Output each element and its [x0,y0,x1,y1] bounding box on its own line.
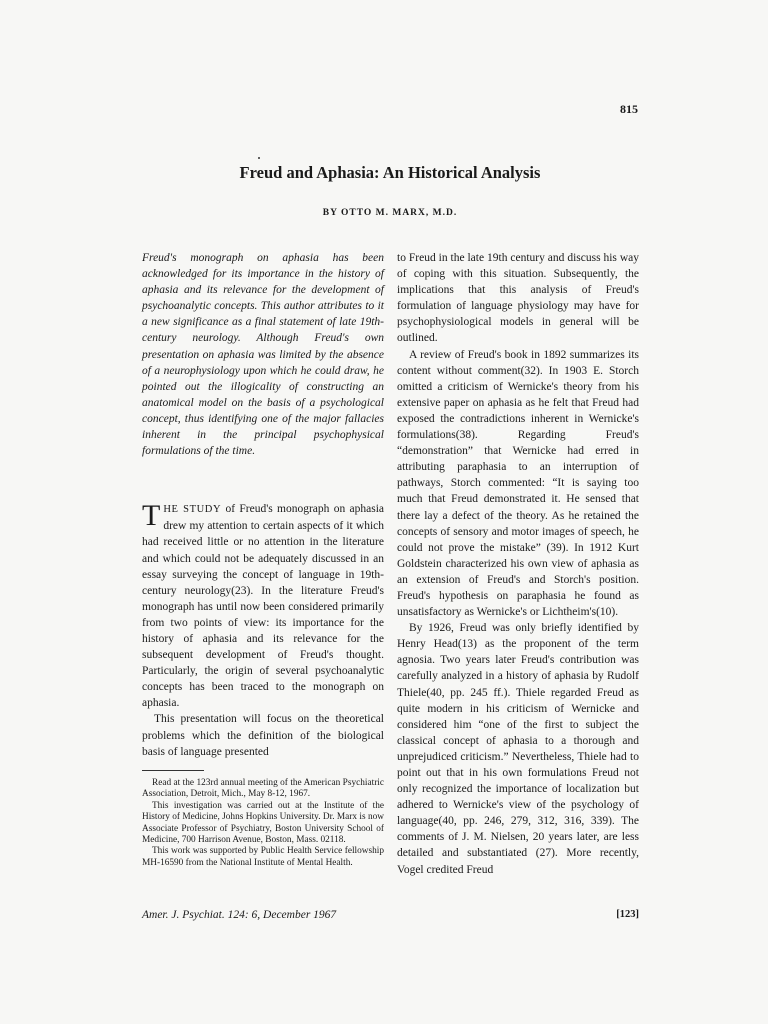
author-byline: BY OTTO M. MARX, M.D. [322,208,458,218]
page-number: 815 [620,102,638,116]
right-paragraph-2: A review of Freud's book in 1892 summarizes its content without comment(32). In 1903 E. Storch omitted a criticism of Wernicke's theory from his extensive paper on aphasia as he felt that Freud had exposed the contradictions inherent in Wernicke's formulations(38). Regarding Freud's “demonstration” that Wernicke had erred in attributing paraphasia to an interruption of pathways, Storch commented: “It is saying too much that Freud demonstrated it. He sensed that there lay a defect of the theory. As he retained the concepts of sensory and motor images of speech, he could not prove the mistake” (39). In 1912 Kurt Goldstein characterized his own view of aphasia as an extension of Freud's and Storch's position. Freud's hypothesis on paraphasia he found as unsatisfactory as Wernicke's or Lichtheim's(10). [397,348,639,619]
right-column [397,250,639,878]
article-title: Freud and Aphasia: An Historical Analysis [239,163,541,182]
footnote-2: This investigation was carried out at the Institute of the History of Medicine, Johns Hopkins University. Dr. Marx is now Associate Professor of Psychiatry, Boston University School of Medicine, 700 Harrison Avenue, Boston, Mass. 02118. [142,800,384,846]
right-paragraph-3: By 1926, Freud was only briefly identified by Henry Head(13) as the proponent of the term agnosia. Two years later Freud's contribution was carefully analyzed in a history of aphasia by Rudolf Thiele(40, pp. 245 ff.). Thiele regarded Freud as quite modern in his criticism of Wernicke and considered him “one of the first to subject the classical concept of aphasia to a thorough and unprejudiced criticism.” Nevertheless, Thiele had to point out that in his own formulations Freud not only recognized the importance of localization but adhered to Wernicke's view of the psychology of language(40, pp. 246, 279, 312, 316, 339). The comments of J. M. Nielsen, 20 years later, are less detailed and substantiated (27). More recently, Vogel credited Freud [397,622,639,876]
left-paragraph-2: This presentation will focus on the theoretical problems which the definition of the biological basis of language presented [142,713,384,758]
drop-cap: T [142,499,161,533]
footnote-divider [142,770,204,771]
right-paragraph-1: to Freud in the late 19th century and discuss his way of coping with this situation. Subsequently, the implications that this analysis of Freud's formulation of language physiology may have for psychophysiological models in general will be outlined. [397,252,639,345]
footnote-1: Read at the 123rd annual meeting of the American Psychiatric Association, Detroit, Mich., May 8-12, 1967. [142,778,384,800]
footnotes [142,778,384,869]
left-column [142,250,384,760]
print-speck [258,157,260,159]
intro-paragraph [142,501,384,711]
abstract: Freud's monograph on aphasia has been acknowledged for its importance in the history of aphasia and its relevance for the development of psychoanalytic concepts. This author attributes to it a new significance as a final statement of late 19th-century neurology. Although Freud's own presentation on aphasia was limited by the absence of a neurophysiology upon which he could draw, he pointed out the illogicality of constructing an anatomical model on the basis of a psychological concept, thus identifying one of the major fallacies inherent in the principal psychophysical formulations of the time. [142,252,384,458]
footnote-3: This work was supported by Public Health Service fellowship MH-16590 from the National Institute of Mental Health. [142,846,384,868]
journal-citation: Amer. J. Psychiat. 124: 6, December 1967 [142,909,337,921]
page-code: [123] [616,909,639,920]
intro-text: of Freud's monograph on aphasia drew my attention to certain aspects of it which had received little or no attention in the literature and which could not be adequately discussed in an essay surveying the concept of language in 19th-century neurology(23). In the literature Freud's monograph has until now been considered primarily from two points of view: its importance for the history of aphasia and its relevance for the subsequent development of Freud's thought. Particularly, the origin of several psychoanalytic concepts has been traced to the monograph on aphasia. [142,503,384,710]
intro-small-caps: HE STUDY [163,504,222,516]
